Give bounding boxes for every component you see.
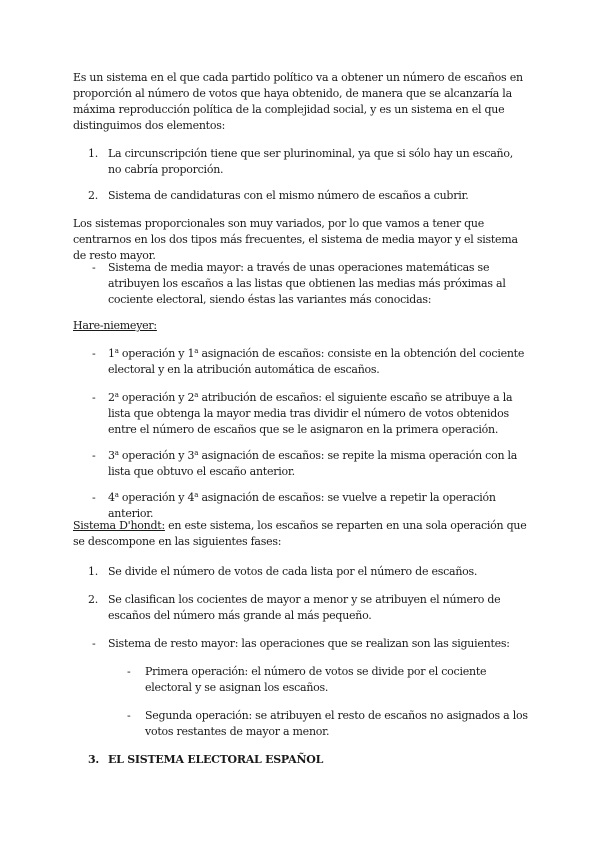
proportional-paragraph: Los sistemas proporcionales son muy variados, por lo que vamos a tener que centrarnos en los dos tipos más frecuentes, el sistema de media mayor y el sistema de resto mayor. xyxy=(73,217,518,262)
list-marker: 1. xyxy=(88,565,98,578)
list-item: Primera operación: el número de votos se divide por el cociente electoral y se asignan los escaños. xyxy=(145,665,487,694)
intro-paragraph: Es un sistema en el que cada partido político va a obtener un número de escaños en proporción al número de votos que haya obtenido, de manera que se alcanzaría la máxima reproducción política de la complejidad social, y es un sistema en el que distinguimos dos elementos: xyxy=(73,71,523,132)
hare-item: 4$^a$ operación y 4$^a$ asignación de escaños: se vuelve a repetir la operación anterior. xyxy=(108,491,496,520)
dhondt-label: Sistema D'hondt: xyxy=(73,519,165,532)
list-marker: - xyxy=(92,391,96,404)
list-marker: - xyxy=(127,665,131,678)
hare-item: 3$^a$ operación y 3$^a$ asignación de escaños: se repite la misma operación con la lista que obtuvo el escaño anterior. xyxy=(108,449,518,478)
list-marker: - xyxy=(92,261,96,274)
list-marker: - xyxy=(92,637,96,650)
list-item: Segunda operación: se atribuyen el resto de escaños no asignados a los votos restantes de mayor a menor. xyxy=(145,709,528,738)
list-marker: 2. xyxy=(88,593,98,606)
list-item: La circunscripción tiene que ser plurinominal, ya que si sólo hay un escaño, no cabría proporción. xyxy=(108,147,514,176)
list-marker: - xyxy=(92,491,96,504)
list-marker: - xyxy=(92,449,96,462)
hare-item: 1$^a$ operación y 1$^a$ asignación de escaños: consiste en la obtención del cociente electoral y en la atribución automática de escaños. xyxy=(108,347,525,376)
list-item: Se divide el número de votos de cada lista por el número de escaños. xyxy=(108,565,478,578)
list-item: Se clasifican los cocientes de mayor a menor y se atribuyen el número de escaños del número más grande al más pequeño. xyxy=(108,593,501,622)
resto-mayor-item: Sistema de resto mayor: las operaciones que se realizan son las siguientes: xyxy=(108,637,510,650)
hare-item: 2$^a$ operación y 2$^a$ atribución de escaños: el siguiente escaño se atribuye a la lista que obtenga la mayor media tras dividir el número de votos obtenidos entre el número de escaños que se le asignaron en la primera operación. xyxy=(108,391,513,436)
section-heading: EL SISTEMA ELECTORAL ESPAÑOL xyxy=(108,753,324,766)
list-marker: - xyxy=(92,347,96,360)
section-number: 3. xyxy=(88,753,99,766)
list-marker: 2. xyxy=(88,189,98,202)
list-marker: - xyxy=(127,709,131,722)
list-item: Sistema de candidaturas con el mismo número de escaños a cubrir. xyxy=(108,189,469,202)
hare-heading: Hare-niemeyer: xyxy=(73,319,157,332)
media-mayor-item: Sistema de media mayor: a través de unas operaciones matemáticas se atribuyen los escaños a las listas que obtienen las medias más próximas al cociente electoral, siendo éstas las variantes más conocidas: xyxy=(108,261,506,306)
list-marker: 1. xyxy=(88,147,98,160)
dhondt-paragraph: Sistema D'hondt: en este sistema, los escaños se reparten en una sola operación que se descompone en las siguientes fases: xyxy=(73,519,527,548)
